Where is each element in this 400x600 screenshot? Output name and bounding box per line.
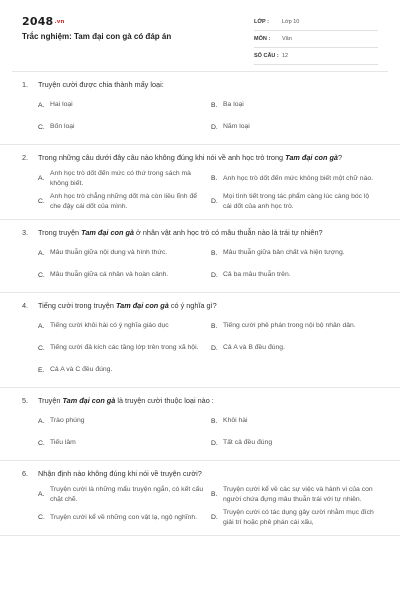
answer-option[interactable]	[38, 167, 211, 190]
answer-option[interactable]	[38, 410, 211, 432]
option-text: Anh học trò dốt đến mức có thứ trong sách mà không biết.	[50, 170, 191, 187]
option-letter: A.	[38, 101, 45, 109]
question-item	[0, 461, 400, 536]
meta-value: 12	[282, 53, 289, 59]
option-letter: C.	[38, 439, 45, 447]
meta-label: MÔN :	[254, 36, 271, 42]
option-text: Bốn loại	[50, 123, 75, 131]
answer-options	[38, 242, 380, 286]
logo-main: 2048	[22, 15, 54, 28]
answer-options	[38, 167, 380, 213]
option-letter: B.	[211, 249, 218, 257]
answer-options	[38, 483, 380, 529]
question-item	[0, 220, 400, 293]
meta-row-grade	[254, 14, 378, 31]
question-list	[0, 72, 400, 536]
question-text-before: Trong những câu dưới đây câu nào không đúng khi nói về anh học trò trong	[38, 153, 286, 162]
question-text-before: Nhận định nào không đúng khi nói về truyện cười?	[38, 469, 202, 478]
answer-option[interactable]	[38, 190, 211, 213]
answer-options	[38, 94, 380, 138]
option-letter: A.	[38, 249, 45, 257]
option-letter: D.	[211, 123, 218, 131]
answer-option[interactable]	[38, 506, 211, 529]
option-text: Ba loại	[223, 101, 244, 109]
option-letter: B.	[211, 322, 218, 330]
option-letter: C.	[38, 271, 45, 279]
page-title: Trắc nghiệm: Tam đại con gà có đáp án	[22, 32, 172, 41]
meta-label: SỐ CÂU :	[254, 53, 279, 59]
answer-option[interactable]	[38, 94, 211, 116]
option-letter: C.	[38, 198, 45, 205]
option-text: Mâu thuẫn giữa bản chất và hiện tượng.	[223, 249, 345, 257]
option-text: Cả A và C đều đúng.	[50, 366, 113, 374]
answer-option[interactable]	[211, 167, 383, 190]
option-letter: C.	[38, 514, 45, 521]
question-number: 3.	[22, 228, 29, 237]
question-text-after: ?	[338, 153, 343, 162]
option-text: Hai loại	[50, 101, 73, 109]
answer-option[interactable]	[211, 242, 383, 264]
option-letter: D.	[211, 271, 218, 279]
option-text: Trào phúng	[50, 417, 85, 425]
question-number: 6.	[22, 469, 29, 478]
meta-label: LỚP :	[254, 19, 269, 25]
question-text	[22, 153, 380, 163]
quiz-meta	[254, 14, 378, 65]
option-letter: D.	[211, 514, 218, 521]
question-text	[22, 301, 380, 311]
question-item	[0, 72, 400, 145]
option-letter: A.	[38, 417, 45, 425]
answer-option[interactable]	[211, 190, 383, 213]
option-text: Truyện cười kể về những con vật lạ, ngộ nghĩnh.	[50, 513, 198, 521]
option-text: Truyện cười có tác dụng gây cười nhằm mục đích giải trí hoặc phê phán cái xấu,	[223, 509, 374, 526]
meta-value: Lớp 10	[282, 19, 300, 25]
site-logo[interactable]	[22, 15, 65, 28]
question-item	[0, 388, 400, 461]
option-text: Cả A và B đều đúng.	[223, 344, 285, 352]
option-text: Anh học trò dốt đến mức không biết một chữ nào.	[223, 174, 374, 182]
answer-option[interactable]	[38, 242, 211, 264]
option-letter: A.	[38, 322, 45, 330]
question-item	[0, 145, 400, 220]
question-text-after: là truyện cười thuộc loại nào :	[115, 396, 214, 405]
option-text: Tiếng cười khôi hài có ý nghĩa giáo dục	[50, 322, 169, 330]
option-text: Tất cả đều đúng	[223, 439, 273, 447]
question-number: 2.	[22, 153, 29, 162]
question-item	[0, 293, 400, 388]
option-text: Khôi hài	[223, 417, 248, 425]
question-number: 1.	[22, 80, 29, 89]
option-text: Năm loại	[223, 123, 250, 131]
option-text: Truyện cười là những mẩu truyện ngắn, có kết cấu chặt chẽ.	[50, 486, 204, 503]
answer-option[interactable]	[211, 337, 383, 359]
answer-option[interactable]	[211, 264, 383, 286]
work-title: Tam đại con gà	[81, 228, 134, 237]
question-number: 5.	[22, 396, 29, 405]
option-text: Mọi tình tiết trong tác phẩm càng lúc càng bóc lộ cái dốt của anh học trò.	[223, 193, 370, 210]
question-text-after: ở nhân vật anh học trò có mâu thuẫn nào là trái tự nhiên?	[134, 228, 323, 237]
answer-option[interactable]	[211, 483, 383, 506]
answer-option[interactable]	[211, 116, 383, 138]
option-letter: E.	[38, 366, 45, 374]
question-number: 4.	[22, 301, 29, 310]
answer-options	[38, 410, 380, 454]
question-text	[22, 396, 380, 406]
answer-option[interactable]	[211, 94, 383, 116]
question-text-after: có ý nghĩa gì?	[168, 301, 217, 310]
option-text: Truyện cười kể về các sự việc và hành vi của con người chứa đựng mâu thuẫn trái với tự nhiên.	[223, 486, 373, 503]
option-letter: D.	[211, 344, 218, 352]
work-title: Tam đại con gà	[62, 396, 116, 405]
answer-option[interactable]	[38, 264, 211, 286]
work-title: Tam đại con gà	[285, 153, 338, 162]
question-text-before: Truyện cười được chia thành mấy loại:	[38, 80, 164, 89]
option-letter: D.	[211, 439, 218, 447]
option-text: Anh học trò chẳng những dốt mà còn liều lĩnh để che đậy cái dốt của mình.	[50, 193, 198, 210]
question-text	[22, 80, 380, 90]
question-text-before: Tiếng cười trong truyện	[38, 301, 116, 310]
answer-option[interactable]	[211, 506, 383, 529]
option-letter: A.	[38, 175, 45, 182]
meta-row-subject	[254, 31, 378, 48]
meta-value: Văn	[282, 36, 292, 42]
option-letter: B.	[211, 417, 218, 425]
question-text	[22, 469, 380, 479]
meta-row-count	[254, 48, 378, 65]
question-text-before: Truyện	[38, 396, 63, 405]
option-letter: A.	[38, 491, 45, 498]
option-letter: C.	[38, 344, 45, 352]
page-header	[0, 0, 400, 66]
option-letter: D.	[211, 198, 218, 205]
option-text: Mâu thuẫn giữa nội dung và hình thức.	[50, 249, 168, 257]
answer-option[interactable]	[211, 315, 383, 337]
option-letter: B.	[211, 101, 218, 109]
option-text: Tiếu lâm	[50, 439, 76, 447]
option-letter: B.	[211, 175, 218, 182]
answer-option[interactable]	[38, 337, 211, 359]
option-text: Mâu thuẫn giữa cá nhân và hoàn cảnh.	[50, 271, 169, 279]
answer-options	[38, 315, 380, 381]
answer-option[interactable]	[38, 432, 211, 454]
question-text	[22, 228, 380, 238]
question-text-before: Trong truyện	[38, 228, 82, 237]
answer-option[interactable]	[211, 410, 383, 432]
work-title: Tam đại con gà	[115, 301, 169, 310]
option-text: Cả ba mâu thuẫn trên.	[223, 271, 291, 279]
option-text: Tiếng cười phê phán trong nội bộ nhân dân.	[223, 322, 356, 330]
option-letter: B.	[211, 491, 218, 498]
answer-option[interactable]	[38, 315, 211, 337]
option-text: Tiếng cười đả kích các tầng lớp trên trong xã hội.	[50, 344, 199, 352]
answer-option[interactable]	[38, 359, 383, 381]
option-letter: C.	[38, 123, 45, 131]
answer-option[interactable]	[38, 116, 211, 138]
answer-option[interactable]	[211, 432, 383, 454]
logo-suffix: .vn	[54, 19, 65, 25]
answer-option[interactable]	[38, 483, 211, 506]
